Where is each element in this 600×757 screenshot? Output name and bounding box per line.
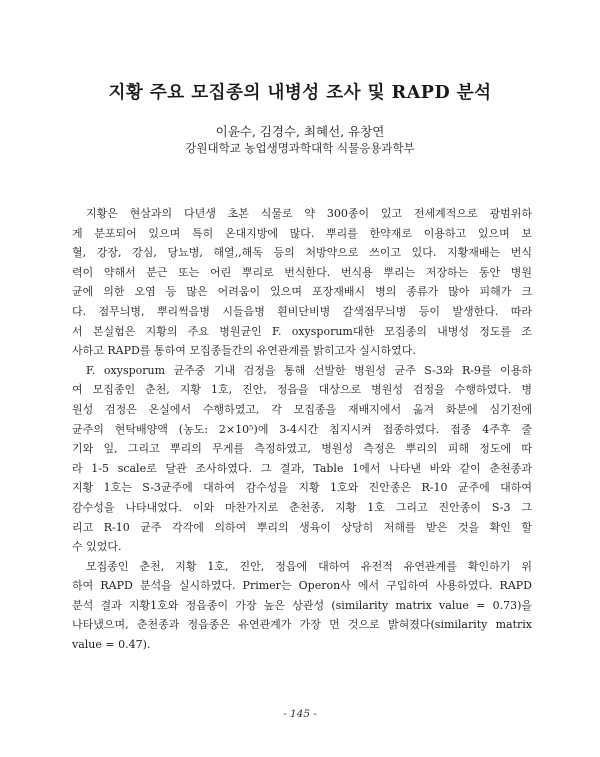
text-line: 나타냈으며, 춘천종과 정읍종은 유연관계가 가장 먼 것으로 밝혀졌다(similarity matrix [72,618,532,632]
text-line: 력이 약해서 분근 또는 어린 뿌리로 번식한다. 번식용 뿌리는 저장하는 동안 병원 [72,265,532,279]
text-line: 사하고 RAPD를 통하여 모집종들간의 유연관계를 밝히고자 실시하였다. [72,344,416,358]
text-line: 지황 1호는 S-3균주에 대하여 감수성을 지황 1호와 진안종은 R-10 균주에 대하여 [72,481,532,495]
paragraph-3 [72,557,532,655]
text-line: F. oxysporum 균주중 기내 검정을 통해 선발한 병원성 균주 S-3와 R-9를 이용하 [86,363,532,377]
text-line: 하여 RAPD 분석을 실시하였다. Primer는 Operon사 에서 구입하여 사용하였다. RAPD [72,579,532,593]
text-line: 라 1-5 scale로 달관 조사하였다. 그 결과, Table 1에서 나타낸 바와 같이 춘천종과 [72,461,532,475]
paragraph-2 [72,361,532,557]
page-number: - 145 - [283,708,317,720]
text-line: 모집종인 춘천, 지황 1호, 진안, 정읍에 대하여 유전적 유연관계를 확인하기 위 [86,559,532,573]
text-line: 감수성을 나타내었다. 이와 마찬가지로 춘천종, 지황 1호 그리고 진안종이 S-3 그 [72,500,532,514]
paper-title: 지황 주요 모집종의 내병성 조사 및 RAPD 분석 [108,83,492,103]
text-line: 리고 R-10 균주 각각에 의하여 뿌리의 생육이 상당히 저해를 받은 것을 확인 할 [72,520,532,534]
text-line: 게 분포되어 있으며 특히 온대지방에 많다. 뿌리를 한약재로 이용하고 있으며 보 [72,226,532,240]
text-line: 혈, 강장, 강심, 당뇨병, 해열,,해독 등의 처방약으로 쓰이고 있다. 지황재배는 번식 [72,246,532,260]
text-line: 서 본실험은 지황의 주요 병원균인 F. oxysporum대한 모집종의 내병성 정도를 조 [72,324,532,338]
text-line: 균주의 현탁배양액 (농도: 2×10⁵)에 3-4시간 침지시켜 접종하였다. 접종 4주후 줄 [72,422,532,436]
author-list: 이윤수, 김경수, 최혜선, 유창연 [215,124,385,139]
text-line: 수 있었다. [72,540,122,554]
text-line: 다. 점무늬병, 뿌리썩음병 시들음병 흰비단비병 갈색점무늬병 등이 발생한다. 따라 [72,304,532,318]
paragraph-1 [72,204,532,361]
abstract-body [72,204,532,655]
text-line: 기와 잎, 그리고 뿌리의 무게를 측정하였고, 병원성 측정은 뿌리의 피해 정도에 따 [72,442,532,456]
text-line: 균에 의한 오염 등 많은 어려움이 있으며 포장재배시 병의 종류가 많아 피해가 크 [72,285,532,299]
text-line: 원성 검정은 온실에서 수행하였고, 각 모집종을 재배지에서 옮겨 화분에 심기전에 [72,402,532,416]
text-line: 지황은 현삼과의 다년생 초본 식물로 약 300종이 있고 전세계적으로 광범위하 [86,207,532,220]
text-line: value = 0.47). [72,638,151,652]
text-line: 분석 결과 지황1호와 정읍종이 가장 높은 상관성 (similarity matrix value = 0.73)을 [72,598,532,612]
affiliation: 강원대학교 농업생명과학대학 식물응용과학부 [185,141,415,155]
text-line: 여 모집종인 춘천, 지황 1호, 진안, 정읍을 대상으로 병원성 검정을 수행하였다. 병 [72,383,532,397]
